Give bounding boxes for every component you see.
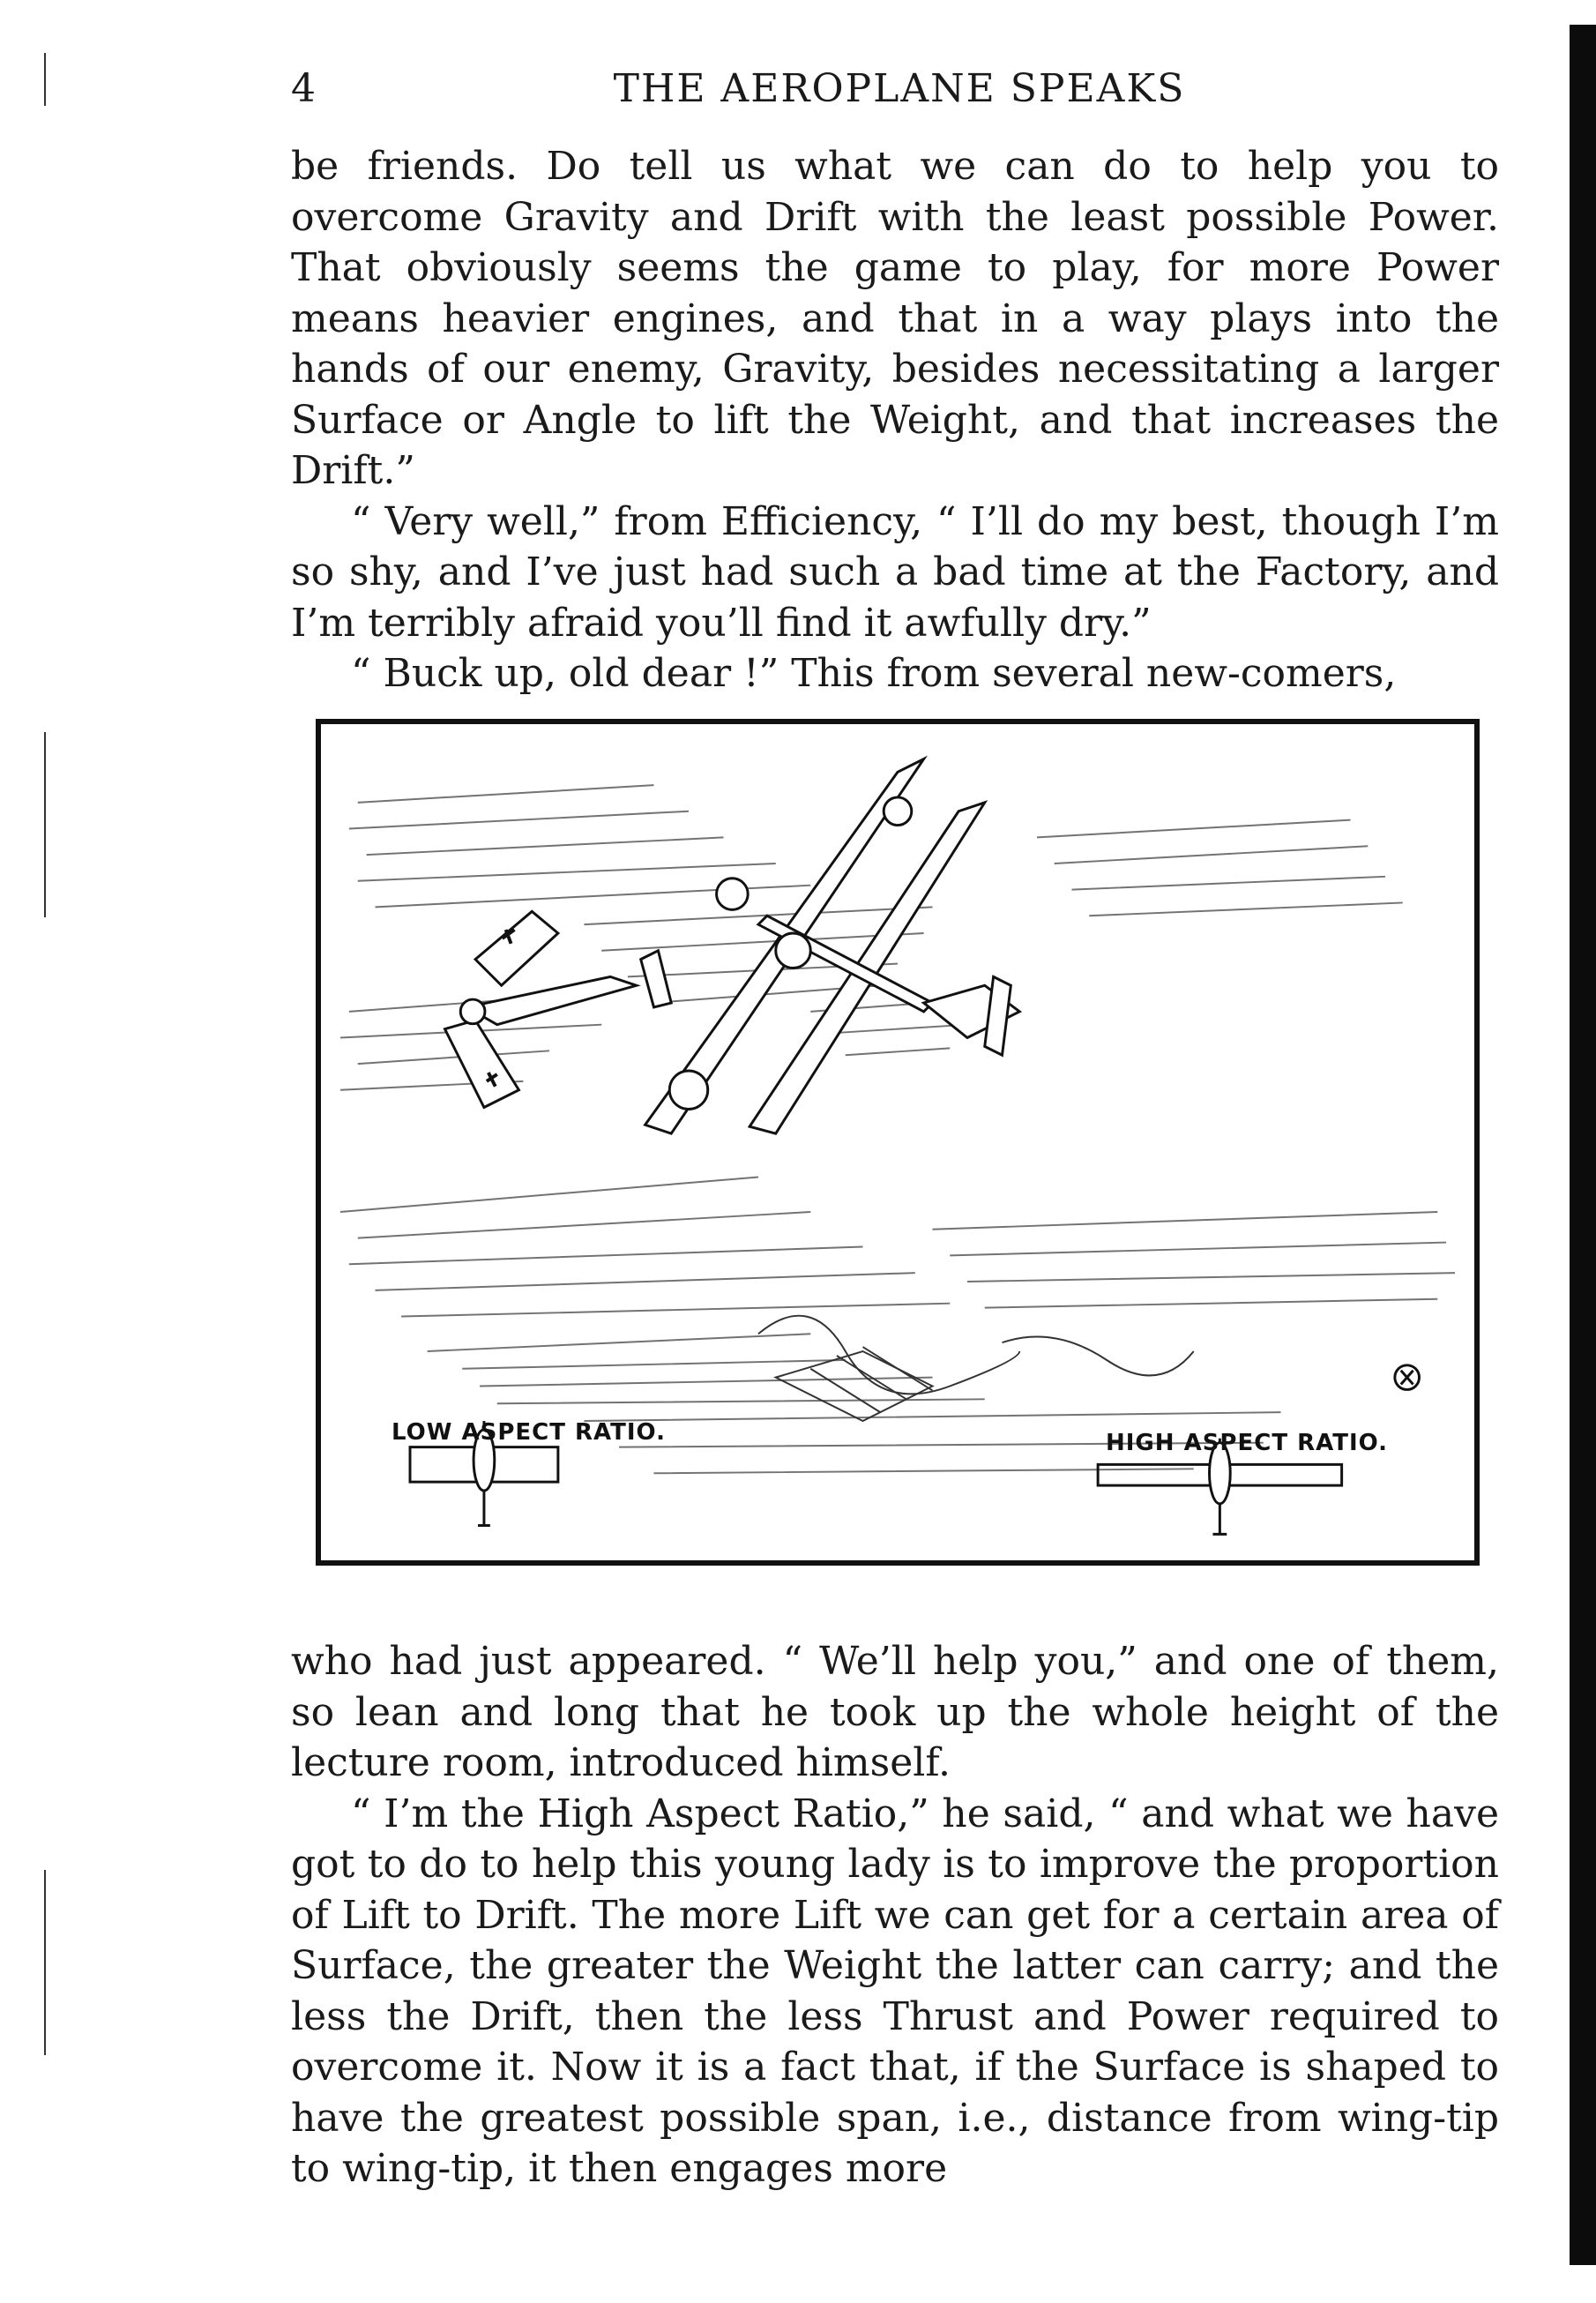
scan-mark [44,1870,46,2055]
paragraph: who had just appeared. “ We’ll help you,” and one of them, so lean and long that he took up the whole height of the lecture room, introduced himself. [291,1639,1499,1785]
high-aspect-ratio-aeroplane [645,759,1020,1134]
text-before-figure [291,141,1499,699]
paragraph: “ Very well,” from Efficiency, “ I’ll do my best, though I’m so shy, and I’ve just had such a bad time at the Factory, and I’m terribly afraid you’ll find it awfully dry.” [291,498,1499,646]
low-aspect-ratio-aeroplane [445,911,672,1107]
scan-mark [44,53,46,106]
paragraph: be friends. Do tell us what we can do to help you to overcome Gravity and Drift with the least possible Power. That obviously seems the game to play, for more Power means heavier engines, and that in a way plays into the hands of our enemy, Gravity, besides necessitating a larger Surface or Angle to lift the Weight, and that increases the Drift.” [291,144,1499,493]
illustration-aspect-ratio [316,719,1480,1566]
paragraph: “ Buck up, old dear !” This from several new-comers, [351,651,1397,696]
scan-edge-shadow [1570,25,1596,2265]
page-number: 4 [291,66,316,111]
ground-terrain [758,1316,1194,1421]
paragraph: “ I’m the High Aspect Ratio,” he said, “ and what we have got to do to help this young lady is to improve the proportion of Lift to Drift. The more Lift we can get for a certain area of Surface, the greater the Weight the latter can carry; and the less the Drift, then the less Thrust and Power required to overcome it. Now it is a fact that, if the Surface is shaped to have the greatest possible span, i.e., distance from wing-tip to wing-tip, it then engages more [291,1791,1499,2191]
label-high-aspect-ratio: HIGH ASPECT RATIO. [1106,1430,1389,1456]
scan-mark [44,732,46,917]
cloud-hatching [340,785,1455,1473]
label-low-aspect-ratio: LOW ASPECT RATIO. [392,1419,666,1446]
text-after-figure [291,1636,1499,2195]
running-title: THE AEROPLANE SPEAKS [613,66,1186,111]
page-header [291,66,1499,128]
artist-monogram [1395,1365,1420,1390]
